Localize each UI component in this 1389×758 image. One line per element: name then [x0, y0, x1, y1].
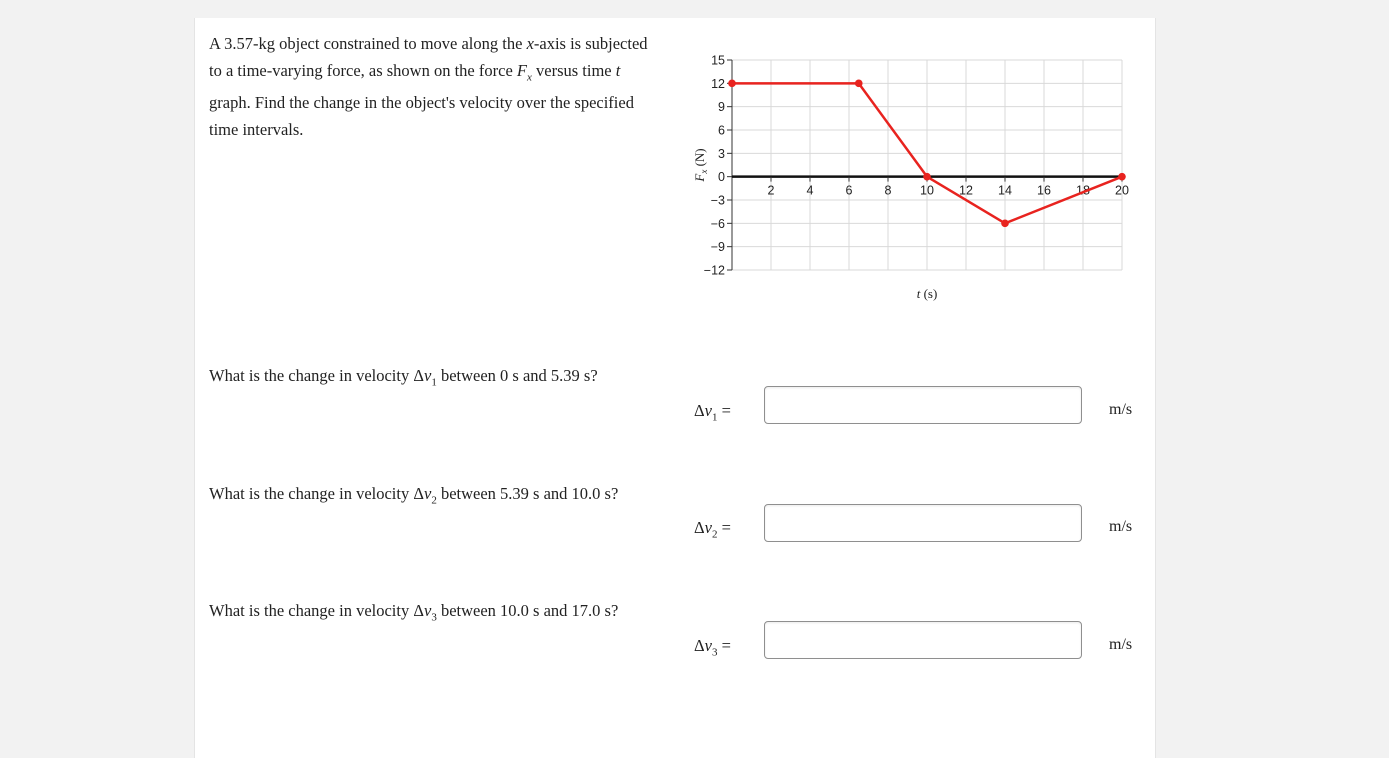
y-tick-label: 6 — [718, 123, 725, 138]
question-3: What is the change in velocity $\Delta v_3$ between 10.0 s and 17.0 s? — [209, 601, 619, 624]
data-point — [1001, 220, 1009, 228]
y-tick-label: −9 — [710, 240, 725, 255]
delta-v3-unit: m/s — [1109, 636, 1133, 653]
y-tick-label: 12 — [711, 76, 725, 91]
delta-v1-input[interactable] — [764, 386, 1082, 424]
question-2: What is the change in velocity $\Delta v_2$ between 5.39 s and 10.0 s? — [209, 484, 619, 507]
y-tick-label: −12 — [703, 263, 725, 278]
delta-v3-input[interactable] — [764, 621, 1082, 659]
x-tick-label: 16 — [1037, 183, 1051, 198]
x-tick-label: 10 — [920, 183, 934, 198]
y-tick-label: 15 — [711, 53, 725, 68]
y-tick-label: −3 — [710, 193, 725, 208]
data-point — [1118, 173, 1126, 181]
x-tick-label: 18 — [1076, 183, 1090, 198]
y-tick-label: 9 — [718, 100, 725, 115]
x-tick-label: 8 — [884, 183, 892, 198]
x-axis-label: t (s) — [916, 286, 938, 301]
delta-v2-input[interactable] — [764, 504, 1082, 542]
force-time-chart — [680, 40, 1150, 320]
delta-v1-label: $\Delta v_1$ = — [694, 401, 731, 424]
x-tick-label: 4 — [806, 183, 814, 198]
y-tick-label: −6 — [710, 216, 725, 231]
problem-statement: A 3.57-kg object constrained to move along the x-axis is subjected to a time-varying force, as shown on the force $F_x$ versus time t graph. Find the change in the object's velocity over the specified time intervals. — [209, 34, 648, 139]
data-point — [728, 80, 736, 88]
data-point — [855, 80, 863, 88]
x-tick-label: 20 — [1115, 183, 1129, 198]
delta-v2-unit: m/s — [1109, 518, 1133, 535]
y-axis-label: $F_x$ (N) — [692, 148, 709, 182]
delta-v1-unit: m/s — [1109, 401, 1133, 418]
question-1: What is the change in velocity $\Delta v_1$ between 0 s and 5.39 s? — [209, 366, 598, 389]
delta-v3-label: $\Delta v_3$ = — [694, 636, 731, 659]
x-tick-label: 12 — [959, 183, 973, 198]
force-time-graph — [680, 40, 1150, 320]
y-tick-label: 3 — [718, 146, 725, 161]
y-tick-label: 0 — [718, 170, 725, 185]
data-point — [923, 173, 931, 181]
delta-v2-label: $\Delta v_2$ = — [694, 518, 731, 541]
x-tick-label: 6 — [845, 183, 853, 198]
x-tick-label: 14 — [998, 183, 1012, 198]
x-tick-label: 2 — [767, 183, 775, 198]
